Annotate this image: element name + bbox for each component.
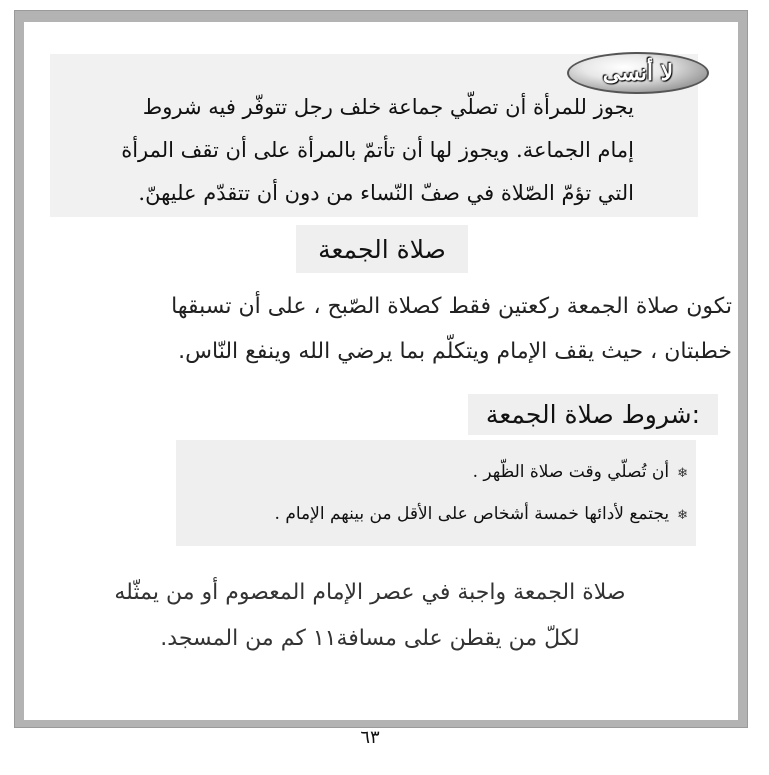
section-heading-text: صلاة الجمعة [318,234,446,264]
paragraph-line: تكون صلاة الجمعة ركعتين فقط كصلاة الصّبح ، على أن تسبقها [171,294,732,319]
note-line: يجوز للمرأة أن تصلّي جماعة خلف رجل تتوفّر فيه شروط [142,95,634,119]
paragraph-line: خطبتان ، حيث يقف الإمام ويتكلّم بما يرضي الله وينفع النّاس. [178,339,732,364]
section-heading-conditions [468,394,718,435]
snowflake-bullet-icon: ❄ [677,508,688,523]
note-line: التي تؤمّ الصّلاة في صفّ النّساء من دون أن تتقدّم عليهنّ. [138,181,634,205]
list-item-text: يجتمع لأدائها خمسة أشخاص على الأقل من بينهم الإمام . [274,504,670,524]
final-paragraph [40,570,700,662]
section-heading-text: شروط صلاة الجمعة: [485,400,701,429]
list-item [176,494,688,536]
list-item-text: أن تُصلّي وقت صلاة الظّهر . [472,462,670,482]
friday-prayer-paragraph [30,284,732,374]
conditions-list [176,452,688,536]
note-badge [567,52,709,94]
paragraph-line: صلاة الجمعة واجبة في عصر الإمام المعصوم أو من يمثّله [114,580,626,605]
section-heading-friday-prayer [296,225,468,273]
snowflake-bullet-icon: ❄ [677,466,688,481]
note-badge-label: لا أنسى [602,60,674,86]
list-item [176,452,688,494]
note-line: إمام الجماعة. ويجوز لها أن تأتمّ بالمرأة على أن تقف المرأة [121,138,634,162]
paragraph-line: لكلّ من يقطن على مسافة١١ كم من المسجد. [160,626,580,651]
note-text [60,86,634,215]
page-number: ٦٣ [360,727,380,748]
